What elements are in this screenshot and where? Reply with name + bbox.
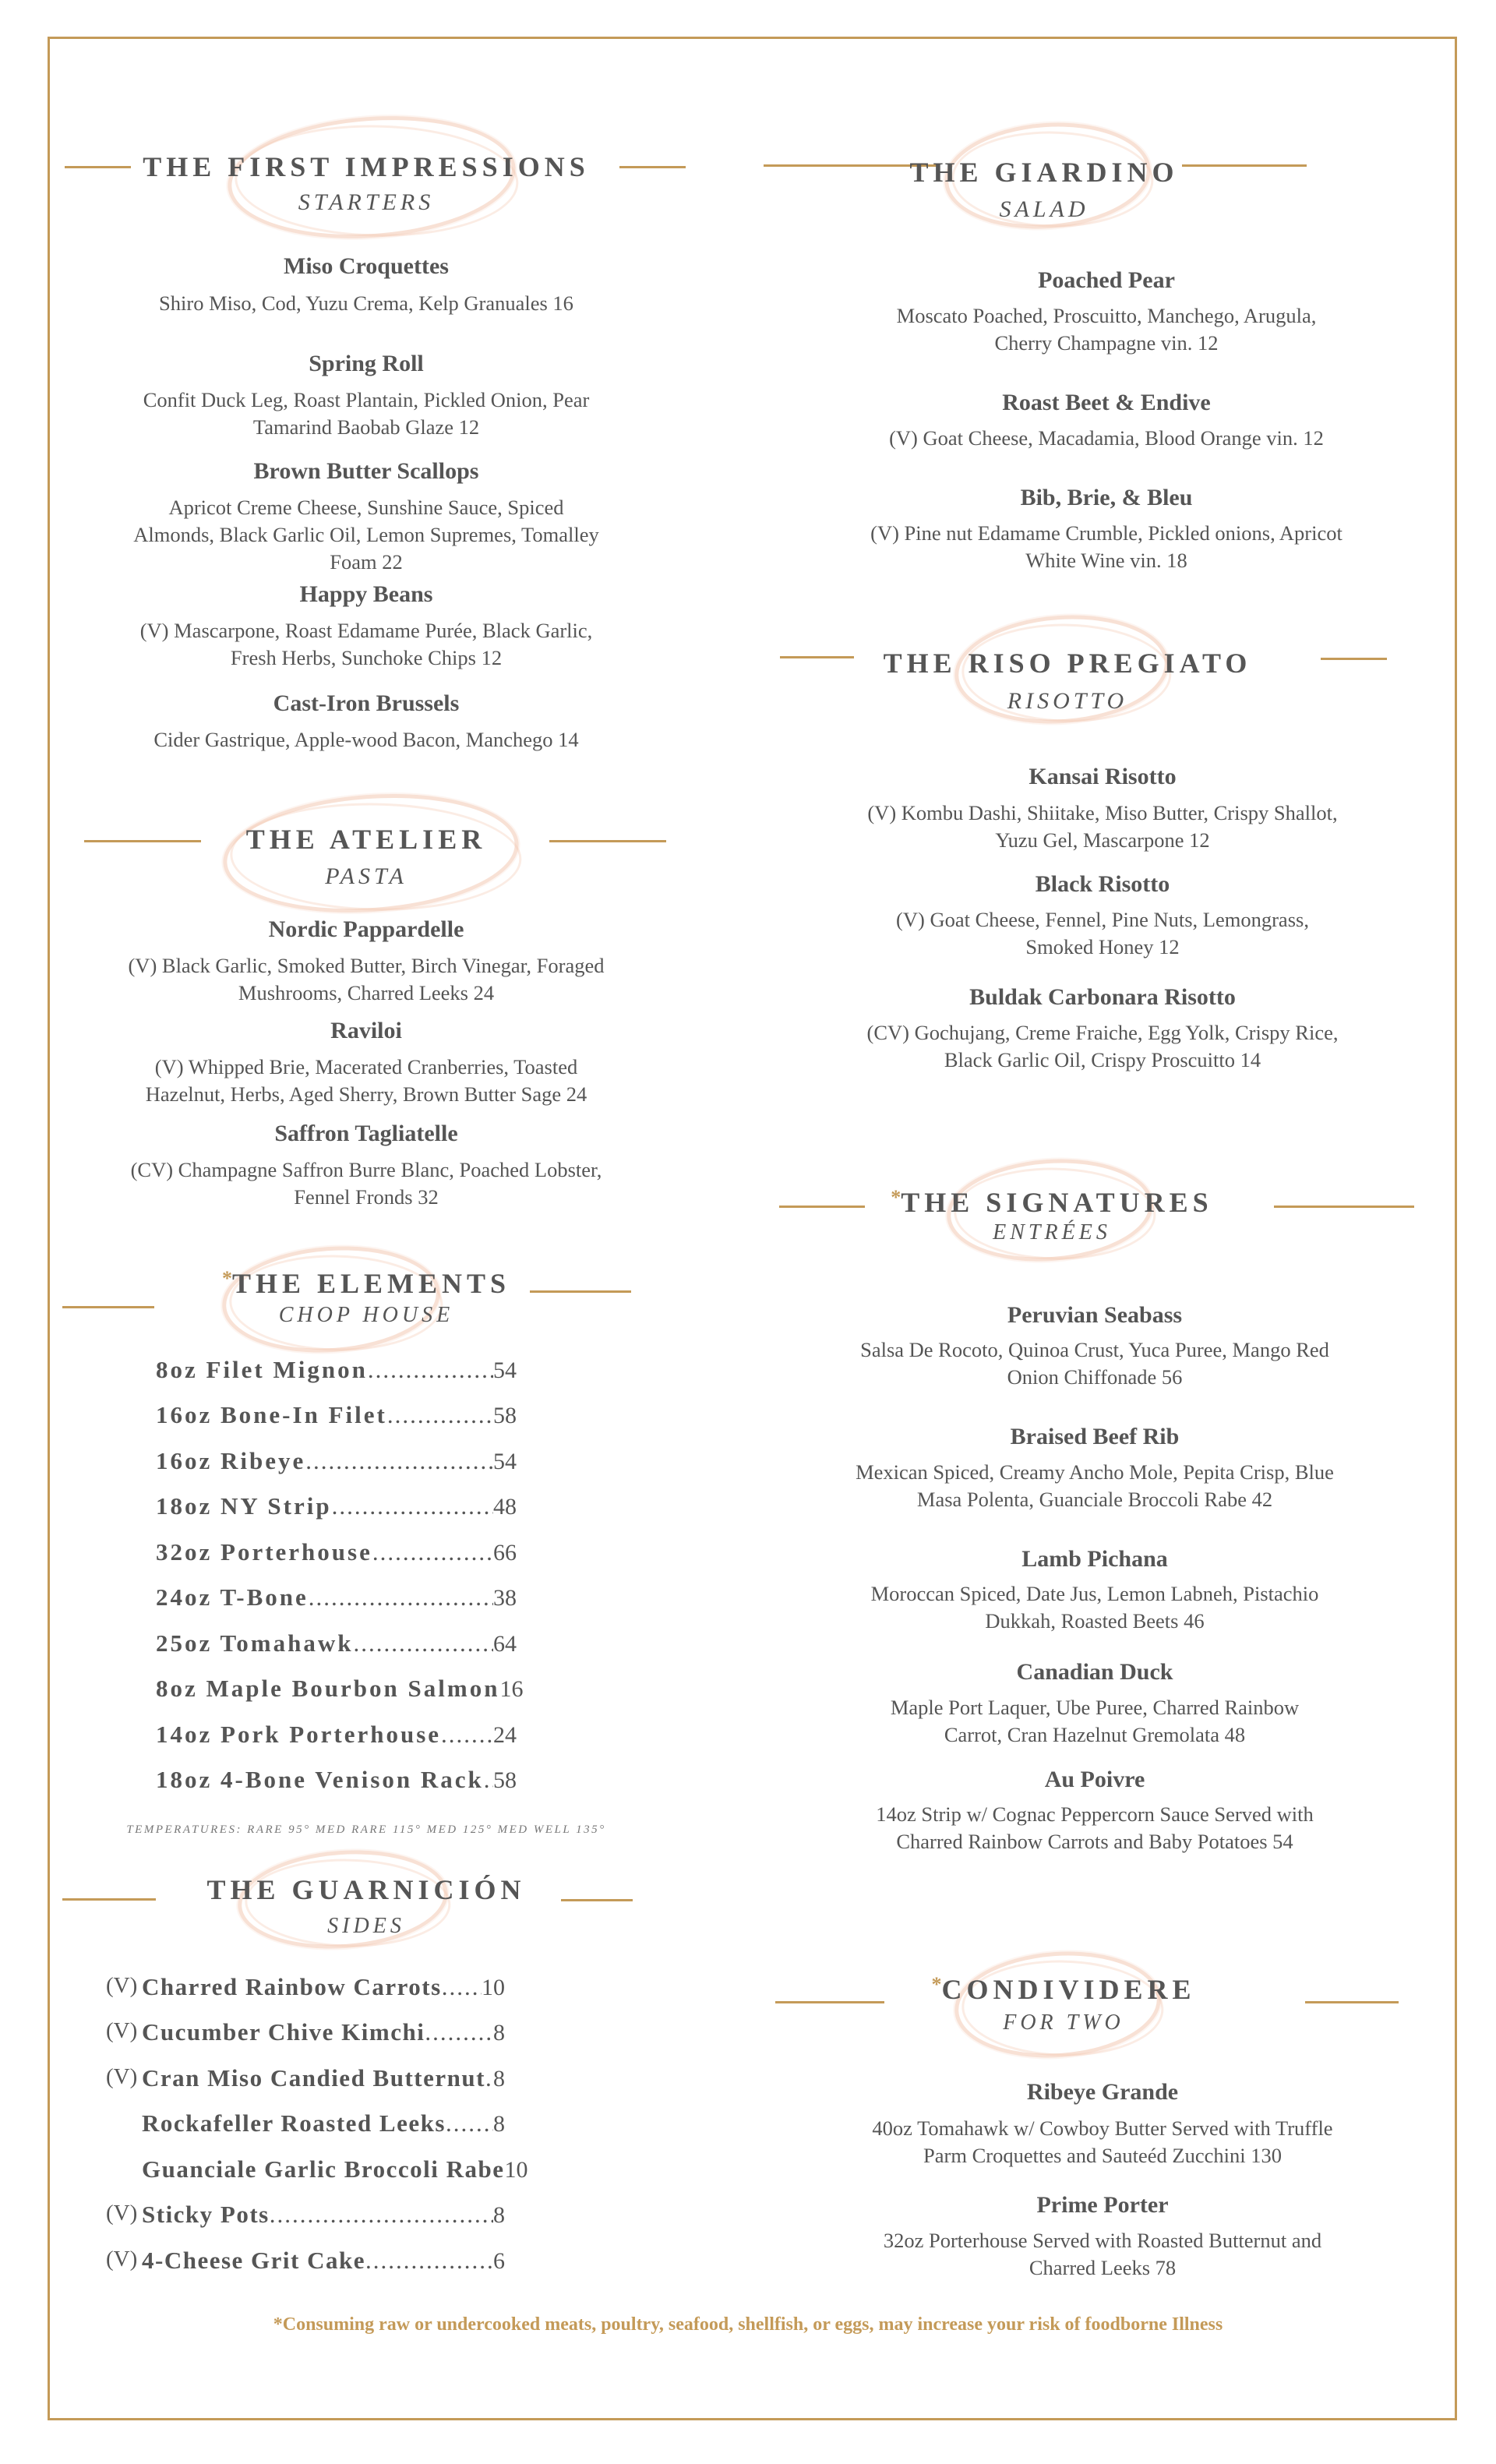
dish-name: Prime Porter (1036, 2192, 1169, 2218)
dish-name: Poached Pear (1038, 267, 1175, 293)
menu-row: 14oz Pork Porterhouse ..... 24 (156, 1721, 517, 1749)
menu-row: 16oz Ribeye ..... 54 (156, 1447, 517, 1475)
dish-description: 14oz Strip w/ Cognac Peppercorn Sauce Served with Charred Rainbow Carrots and Baby Potatoes 54 (876, 1802, 1314, 1853)
section-subtitle: RISOTTO (1007, 688, 1128, 714)
menu-row: 18oz 4-Bone Venison Rack ..... 58 (156, 1766, 517, 1794)
section-title: *THE SIGNATURES (891, 1186, 1213, 1218)
menu-row: (V) Sticky Pots ..... 8 (142, 2201, 505, 2229)
dish-name: Brown Butter Scallops (253, 458, 479, 484)
dish-name: Spring Roll (309, 351, 424, 376)
dish-description: Shiro Miso, Cod, Yuzu Crema, Kelp Granuales 16 (159, 291, 573, 315)
menu-row: 8oz Filet Mignon ..... 54 (156, 1356, 517, 1384)
section-title: THE FIRST IMPRESSIONS (143, 151, 590, 182)
asterisk-icon: * (221, 1267, 232, 1290)
dish-description: Moscato Poached, Proscuitto, Manchego, Arugula, Cherry Champagne vin. 12 (896, 304, 1317, 355)
section-subtitle: ENTRÉES (993, 1220, 1111, 1244)
section-subtitle: PASTA (325, 863, 408, 889)
dish-name: Happy Beans (299, 581, 433, 607)
temperatures-note: TEMPERATURES: RARE 95° MED RARE 115° MED 125° MED WELL 135° (126, 1823, 606, 1836)
menu-row: (V) Cucumber Chive Kimchi ..... 8 (142, 2018, 505, 2046)
dish-description: (V) Kombu Dashi, Shiitake, Miso Butter, Crispy Shallot, Yuzu Gel, Mascarpone 12 (867, 801, 1338, 852)
dish-description: Cider Gastrique, Apple-wood Bacon, Manchego 14 (153, 728, 579, 751)
food-safety-disclaimer: *Consuming raw or undercooked meats, poultry, seafood, shellfish, or eggs, may increase your risk of foodborne Illness (273, 2314, 1223, 2335)
menu-row: 18oz NY Strip ..... 48 (156, 1492, 517, 1520)
menu-row: (V) 4-Cheese Grit Cake ..... 6 (142, 2247, 505, 2275)
menu-row: Guanciale Garlic Broccoli Rabe 10 (142, 2155, 528, 2183)
menu-row: 24oz T-Bone ..... 38 (156, 1583, 517, 1611)
dish-description: (V) Pine nut Edamame Crumble, Pickled onions, Apricot White Wine vin. 18 (870, 521, 1343, 572)
section-subtitle: SALAD (999, 196, 1089, 222)
section-subtitle: SIDES (327, 1914, 405, 1938)
dish-name: Lamb Pichana (1021, 1546, 1168, 1572)
section-title: THE ATELIER (245, 824, 487, 855)
dish-name: Nordic Pappardelle (268, 916, 464, 942)
dish-description: (V) Black Garlic, Smoked Butter, Birch Vinegar, Foraged Mushrooms, Charred Leeks 24 (128, 954, 605, 1004)
menu-row: 25oz Tomahawk ..... 64 (156, 1629, 517, 1657)
menu-row: (V) Charred Rainbow Carrots ..... 10 (142, 1973, 505, 2001)
dish-description: (V) Whipped Brie, Macerated Cranberries, Toasted Hazelnut, Herbs, Aged Sherry, Brown Butter Sage 24 (145, 1055, 587, 1106)
dish-name: Kansai Risotto (1028, 764, 1177, 789)
dish-name: Bib, Brie, & Bleu (1020, 485, 1193, 510)
dish-name: Ribeye Grande (1026, 2079, 1179, 2105)
dish-description: (CV) Gochujang, Creme Fraiche, Egg Yolk, Crispy Rice, Black Garlic Oil, Crispy Proscuitto 14 (866, 1021, 1339, 1071)
dish-description: (V) Goat Cheese, Fennel, Pine Nuts, Lemongrass, Smoked Honey 12 (896, 908, 1309, 958)
asterisk-icon: * (931, 1973, 942, 1996)
dish-description: Mexican Spiced, Creamy Ancho Mole, Pepita Crisp, Blue Masa Polenta, Guanciale Broccoli Rabe 42 (856, 1460, 1334, 1511)
dish-description: Confit Duck Leg, Roast Plantain, Pickled Onion, Pear Tamarind Baobab Glaze 12 (143, 388, 590, 439)
menu-row: 8oz Maple Bourbon Salmon 16 (156, 1675, 524, 1702)
dish-name: Au Poivre (1044, 1767, 1145, 1792)
dish-name: Braised Beef Rib (1010, 1424, 1180, 1449)
dish-name: Saffron Tagliatelle (274, 1121, 458, 1146)
section-title: *THE ELEMENTS (221, 1267, 511, 1299)
dish-name: Cast-Iron Brussels (273, 690, 460, 716)
dish-name: Peruvian Seabass (1007, 1302, 1183, 1328)
section-subtitle: CHOP HOUSE (278, 1303, 454, 1327)
dish-description: 32oz Porterhouse Served with Roasted Butternut and Charred Leeks 78 (883, 2229, 1322, 2279)
dish-description: (CV) Champagne Saffron Burre Blanc, Poached Lobster, Fennel Fronds 32 (130, 1158, 602, 1209)
section-title: THE GIARDINO (909, 157, 1179, 188)
menu-row: (V) Cran Miso Candied Butternut ..... 8 (142, 2064, 505, 2092)
menu-row: 32oz Porterhouse ..... 66 (156, 1538, 517, 1566)
dish-description: 40oz Tomahawk w/ Cowboy Butter Served with Truffle Parm Croquettes and Sauteéd Zucchini 130 (872, 2116, 1333, 2167)
dish-name: Miso Croquettes (284, 253, 449, 279)
dish-description: Moroccan Spiced, Date Jus, Lemon Labneh, Pistachio Dukkah, Roasted Beets 46 (870, 1582, 1319, 1633)
dish-name: Buldak Carbonara Risotto (969, 984, 1236, 1010)
menu-row: 16oz Bone-In Filet ..... 58 (156, 1401, 517, 1429)
dish-description: (V) Mascarpone, Roast Edamame Purée, Black Garlic, Fresh Herbs, Sunchoke Chips 12 (139, 619, 593, 669)
right-column (775, 0, 1438, 2464)
section-subtitle: FOR TWO (1003, 2010, 1124, 2035)
section-title: THE RISO PREGIATO (883, 648, 1252, 679)
dish-description: Maple Port Laquer, Ube Puree, Charred Rainbow Carrot, Cran Hazelnut Gremolata 48 (890, 1696, 1300, 1746)
section-subtitle: STARTERS (298, 189, 435, 215)
dish-name: Raviloi (330, 1018, 402, 1043)
dish-name: Canadian Duck (1016, 1659, 1173, 1685)
dish-description: Salsa De Rocoto, Quinoa Crust, Yuca Puree, Mango Red Onion Chiffonade 56 (860, 1338, 1329, 1389)
section-title: *CONDIVIDERE (931, 1973, 1196, 2005)
dish-description: Apricot Creme Cheese, Sunshine Sauce, Spiced Almonds, Black Garlic Oil, Lemon Supremes, Tomalley Foam 22 (133, 496, 599, 574)
dish-name: Roast Beet & Endive (1002, 390, 1211, 415)
dish-name: Black Risotto (1035, 871, 1170, 897)
section-title: THE GUARNICIÓN (206, 1874, 526, 1905)
asterisk-icon: * (891, 1186, 901, 1209)
dish-description: (V) Goat Cheese, Macadamia, Blood Orange vin. 12 (889, 426, 1324, 450)
left-column (62, 0, 670, 2464)
menu-row: Rockafeller Roasted Leeks ..... 8 (142, 2109, 505, 2137)
